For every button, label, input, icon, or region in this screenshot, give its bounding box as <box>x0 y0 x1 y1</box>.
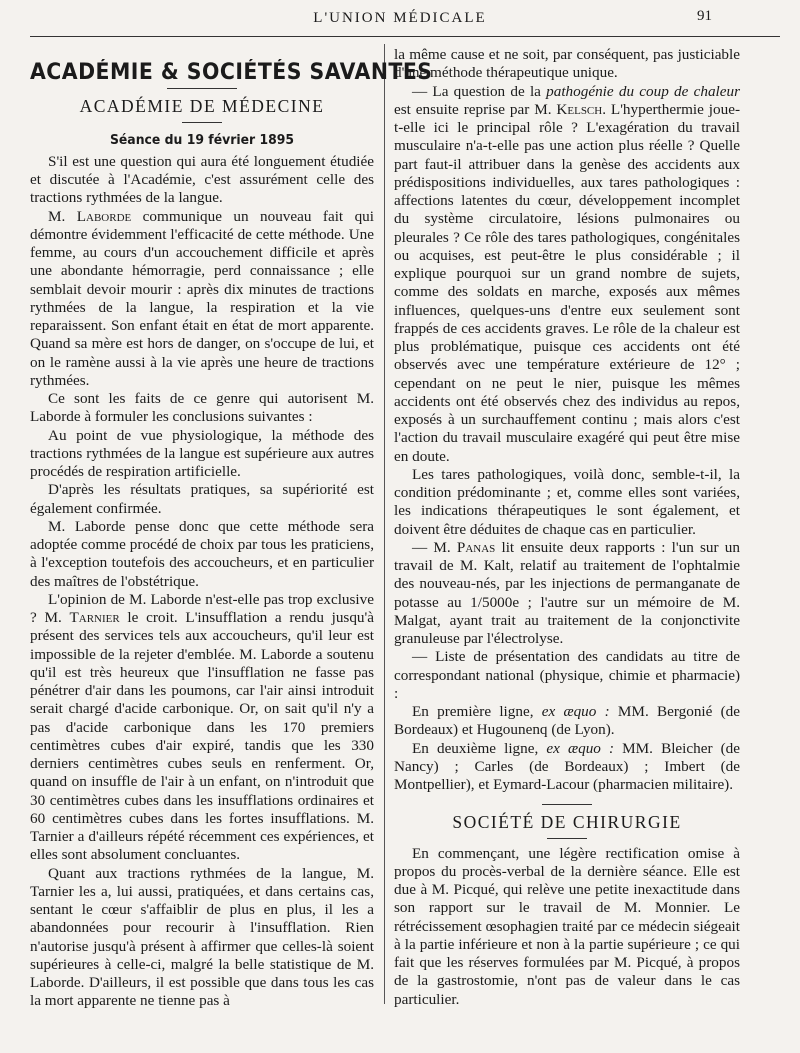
left-column <box>30 46 433 1011</box>
session-date: Séance du 19 février 1895 <box>109 131 295 148</box>
paragraph: Au point de vue physiologique, la méthode des tractions rythmées de la langue est supérieure aux autres procédés de respiration artificielle. <box>30 426 374 480</box>
paragraph: L'opinion de M. Laborde n'est-elle pas trop exclusive ? M. Tarnier le croit. L'insufflation a rendu jusqu'à présent des services tels aux accoucheurs, qu'il leur est impossible de la rejeter d'emblée. M. Laborde a soutenu qu'il est très heureux que l'insufflation ne fasse pas pénétrer d'air dans les poumons, car l'air ainsi introduit serait chargé d'acide carbonique. Or, on sait qu'il n'y a pas d'acide carbonique dans les 170 premiers centimètres cubes d'air expiré, tandis que les 330 derniers centimètres cubes seuls en renferment. Or, quand on insuffle de l'air à un enfant, on n'introduit que 30 centimètres cubes dans les insufflations ordinaires et 60 centimètres cubes dans les fortes insufflations. M. Tarnier a d'ailleurs répété récemment ces expériences, et elles sont absolument concluantes. <box>30 590 375 864</box>
paragraph: En commençant, une légère rectification omise à propos du procès-verbal de la dernière séance. Elle est due à M. Picqué, qui relève une petite inexactitude dans son rapport sur le travail de M. Monnier. Le rétrécissement œsophagien traité par ce médecin siégeait à la partie inférieure et non à la partie supérieure ; ce qui fait que les réserves formulées par M. Picqué, à propos de la gastrostomie, n'ont pas de valeur dans le cas particulier. <box>394 844 740 1008</box>
paragraph: S'il est une question qui aura été longuement étudiée et discutée à l'Académie, c'est assurément celle des tractions rythmées de la langue. <box>30 152 374 207</box>
subsection-title: SOCIÉTÉ DE CHIRURGIE <box>452 812 682 833</box>
paragraph: la même cause et ne soit, par conséquent, pas justiciable d'une méthode thérapeutique unique. <box>394 46 740 82</box>
paragraph: En deuxième ligne, ex æquo : MM. Bleicher (de Nancy) ; Carles (de Bordeaux) ; Imbert (de Montpellier), et Eymard-Lacour (pharmacien militaire). <box>394 739 741 793</box>
paragraph: — M. Panas lit ensuite deux rapports : l'un sur un travail de M. Kalt, relatif au traitement de l'ophtalmie des nouveau-nés, par les injections de permanganate de potasse au 1/5000e ; l'autre sur un mémoire de M. Malgat, ayant trait au traitement de la conjonctivite granuleuse par l'électrolyse. <box>394 538 740 647</box>
paragraph: Quant aux tractions rythmées de la langue, M. Tarnier les a, lui aussi, pratiquées, et dans certains cas, sentant le cœur s'affaiblir de plus en plus, il les a abandonnées pour recourir à l'insufflation. Rien n'autorise jusqu'à présent à affirmer que celles-là soient supérieures à celle-ci, malgré la belle statistique de M. Laborde. D'ailleurs, il est possible que dans tous les cas la mort apparente ne tienne pas à <box>30 864 374 1010</box>
subsection-rule <box>542 804 592 805</box>
subsection-title: ACADÉMIE DE MÉDECINE <box>79 96 325 117</box>
italic-phrase: ex æquo : <box>546 739 615 757</box>
paragraph: — La question de la pathogénie du coup de chaleur est ensuite reprise par M. Kelsch. L'hyperthermie joue-t-elle ici le principal rôle ? L'exagération du travail musculaire n'a-t-elle pas une action plus réelle ? Quelle part faut-il attribuer dans la genèse des accidents aux prédispositions individuelles, aux tares pathologiques : affections latentes du cœur, développement incomplet du système circulatoire, lésions pulmonaires ou pleurales ? Ce rôle des tares pathologiques, congénitales ou acquises, est peut-être le plus considérable ; il explique pourquoi sur un grand nombre de sujets, comme des soldats en marche, exposés aux mêmes influences, quelques-uns d'entre eux seulement sont frappés de ces accidents graves. Le rôle de la chaleur est plus problématique, puisque ces accidents ont été observés avec une température extérieure de 12° ; cependant on ne peut le nier, puisque les mêmes accidents ont été observés chez des individus au repos, exposés à un surchauffement continu ; mais alors c'est l'action du travail musculaire exagéré qui peut être mise en doute. <box>394 82 740 465</box>
section-title: ACADÉMIE & SOCIÉTÉS SAVANTES <box>30 60 433 85</box>
title-rule <box>167 88 237 89</box>
header-rule <box>30 36 780 37</box>
running-head <box>0 8 800 32</box>
page-number: 91 <box>697 8 712 24</box>
person-name: Laborde <box>76 207 132 225</box>
paragraph: D'après les résultats pratiques, sa supériorité est également confirmée. <box>30 481 374 517</box>
subsection-rule <box>182 122 222 123</box>
paragraph: M. Laborde communique un nouveau fait qui démontre évidemment l'efficacité de cette méthode. Une femme, au cours d'un accouchement difficile et après une abondante hémorragie, perd connaissance ; elle semblait devoir mourir : après dix minutes de tractions rythmées de la langue, la respiration et la vie reparaissent. Son enfant était en état de mort apparente. Quand sa mère est hors de danger, on s'occupe de lui, et on le ramène aussi à la vie après une heure de tractions rythmées. <box>30 207 374 389</box>
subsection-rule <box>547 838 587 839</box>
person-name: Kelsch <box>556 100 603 118</box>
italic-phrase: pathogénie du coup de chaleur <box>546 82 740 100</box>
paragraph: Les tares pathologiques, voilà donc, semble-t-il, la condition prédominante ; et, comme elles sont variées, les indications thérapeutiques le sont également, et doivent être déduites de chaque cas en particulier. <box>394 465 740 538</box>
paragraph: — Liste de présentation des candidats au titre de correspondant national (physique, chimie et pharmacie) : <box>394 648 740 702</box>
column-divider <box>384 44 385 1004</box>
paragraph: En première ligne, ex æquo : MM. Bergonié (de Bordeaux) et Hugounenq (de Lyon). <box>394 703 741 739</box>
person-name: Tarnier <box>69 609 120 626</box>
paragraph: Ce sont les faits de ce genre qui autorisent M. Laborde à formuler les conclusions suivantes : <box>30 390 374 426</box>
journal-title: L'UNION MÉDICALE <box>313 10 487 26</box>
right-column <box>394 46 740 1009</box>
paragraph: M. Laborde pense donc que cette méthode sera adoptée comme procédé de choix par tous les praticiens, à l'exception toutefois des accoucheurs, et en particulier des maîtres de l'obstétrique. <box>30 517 374 590</box>
person-name: Panas <box>456 538 496 556</box>
italic-phrase: ex æquo : <box>541 703 610 720</box>
